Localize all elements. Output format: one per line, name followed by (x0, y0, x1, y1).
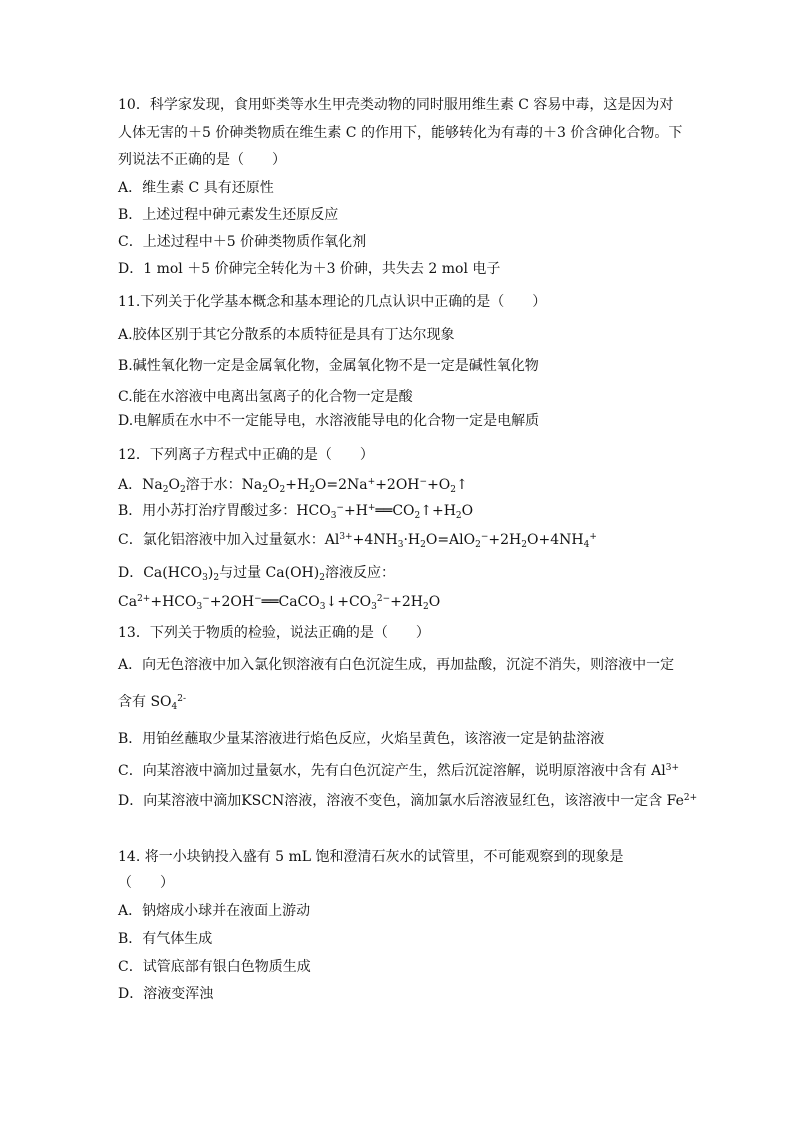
q13-option-a-line-2: 含有 $SO_4^{2-}$ (118, 694, 187, 712)
q11-option-b: B.碱性氧化物一定是金属氧化物，金属氧化物不是一定是碱性氧化物 (118, 358, 539, 374)
q10-option-b: B．上述过程中砷元素发生还原反应 (118, 207, 339, 223)
q11-option-a: A.胶体区别于其它分散系的本质特征是具有丁达尔现象 (118, 327, 455, 343)
q12-option-c: C．氯化铝溶液中加入过量氨水：$Al^{3+}+4NH_3\cdot H_2O=AlO_2^-+2H_2O+4NH_4^+$ (118, 532, 597, 550)
q12-stem: 12．下列离子方程式中正确的是（ ） (118, 447, 374, 463)
q10-option-d: D．1 mol ＋5 价砷完全转化为＋3 价砷，共失去 2 mol 电子 (118, 261, 501, 277)
q14-stem-line-2: （ ） (118, 875, 174, 891)
q14-option-d: D．溶液变浑浊 (118, 986, 214, 1002)
q11-option-c: C.能在水溶液中电离出氢离子的化合物一定是酸 (118, 389, 413, 405)
q10-option-a: A．维生素 C 具有还原性 (118, 180, 274, 196)
q10-stem-line-3: 列说法不正确的是（ ） (118, 152, 286, 168)
q10-option-c: C．上述过程中＋5 价砷类物质作氧化剂 (118, 234, 367, 250)
q13-option-a-line-1: A．向无色溶液中加入氯化钡溶液有白色沉淀生成，再加盐酸，沉淀不消失，则溶液中一定 (118, 657, 675, 673)
q10-stem-line-1: 10．科学家发现，食用虾类等水生甲壳类动物的同时服用维生素 C 容易中毒，这是因为对 (118, 97, 674, 113)
q14-option-a: A．钠熔成小球并在液面上游动 (118, 903, 311, 919)
q13-option-c: C．向某溶液中滴加过量氨水，先有白色沉淀产生，然后沉淀溶解，说明原溶液中含有 $Al^{3+}$ (118, 763, 680, 779)
q11-option-d: D.电解质在水中不一定能导电，水溶液能导电的化合物一定是电解质 (118, 413, 540, 429)
q11-stem: 11.下列关于化学基本概念和基本理论的几点认识中正确的是（ ） (118, 294, 547, 310)
q10-stem-line-2: 人体无害的＋5 价砷类物质在维生素 C 的作用下，能够转化为有毒的＋3 价含砷化合物。下 (118, 125, 683, 141)
q12-option-b: B．用小苏打治疗胃酸过多：$HCO_3^-+H^+══CO_2↑+H_2O$ (118, 503, 474, 521)
q12-option-d: D．$Ca(HCO_3)_2$与过量 $Ca(OH)_2$溶液反应： (118, 565, 395, 583)
q14-option-b: B．有气体生成 (118, 931, 213, 947)
q14-stem-line-1: 14. 将一小块钠投入盛有 5 mL 饱和澄清石灰水的试管里，不可能观察到的现象是 (118, 849, 624, 865)
q12-option-a: A．$Na_2O_2$溶于水：$Na_2O_2+H_2O=2Na^++2OH^-+O_2↑$ (118, 477, 468, 495)
q13-option-d: D．向某溶液中滴加KSCN溶液，溶液不变色，滴加氯水后溶液显红色，该溶液中一定含 $Fe^{2+}$ (118, 793, 698, 809)
q14-option-c: C．试管底部有银白色物质生成 (118, 959, 311, 975)
q13-stem: 13．下列关于物质的检验，说法正确的是（ ） (118, 625, 430, 641)
q13-option-b: B．用铂丝蘸取少量某溶液进行焰色反应，火焰呈黄色，该溶液一定是钠盐溶液 (118, 731, 605, 747)
q12-option-d-equation: $Ca^{2+}+HCO_3^-+2OH^-══CaCO_3↓+CO_3^{2-}+2H_2O$ (118, 594, 441, 612)
